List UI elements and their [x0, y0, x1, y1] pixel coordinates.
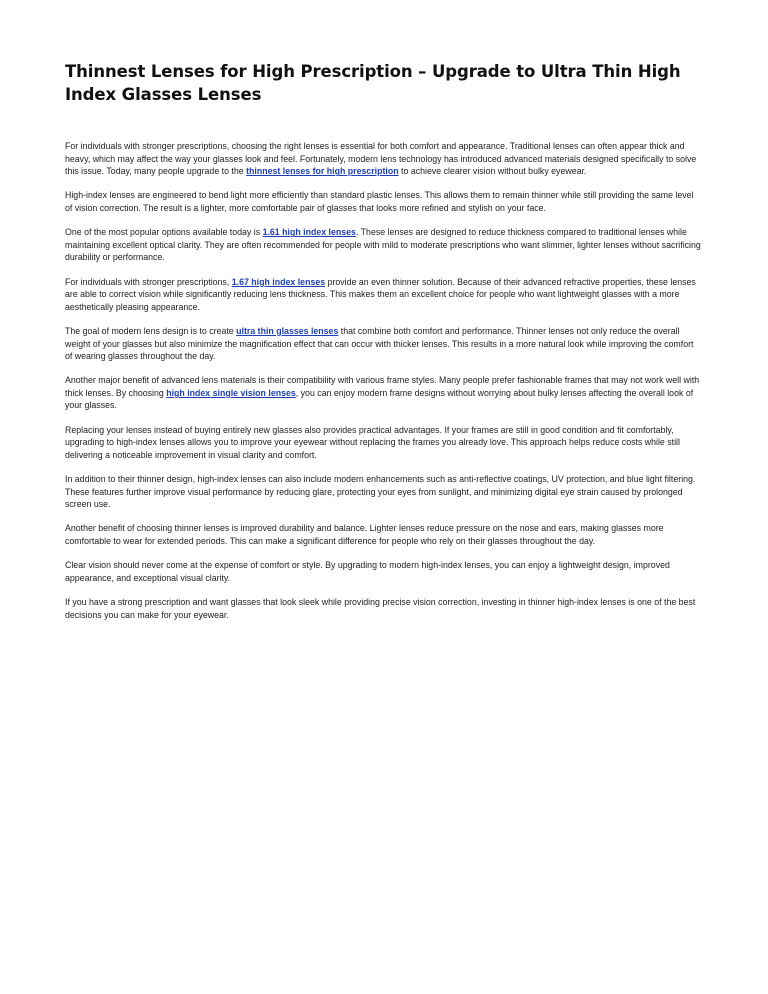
paragraph-9	[65, 522, 703, 547]
link-single-vision-lenses[interactable]: high index single vision lenses	[166, 387, 296, 398]
paragraph-text: Clear vision should never come at the expense of comfort or style. By upgrading to modern high-index lenses, you can enjoy a lightweight design, improved appearance, and exceptional visual clarity.	[65, 560, 670, 583]
paragraph-8	[65, 473, 703, 511]
paragraph-5	[65, 325, 703, 363]
paragraph-text: High-index lenses are engineered to bend light more efficiently than standard plastic lenses. This allows them to remain thinner while still providing the same level of vision correction. The result is a lighter, more comfortable pair of glasses that looks more refined and stylish on your face.	[65, 190, 694, 213]
link-161-high-index[interactable]: 1.61 high index lenses	[262, 227, 356, 238]
paragraph-text: , you can enjoy modern frame designs without worrying about bulky lenses affecting the overall look of your glasses.	[65, 387, 694, 411]
paragraph-text: Replacing your lenses instead of buying entirely new glasses also provides practical advantages. If your frames are still in good condition and fit comfortably, upgrading to high-index lenses allows you to improve your eyewear without replacing the frames you already love. This approach helps reduce costs while still delivering a noticeable improvement in visual clarity and comfort.	[65, 424, 680, 460]
paragraph-text: The goal of modern lens design is to create	[65, 325, 237, 336]
document-page	[65, 60, 703, 633]
page-title: Thinnest Lenses for High Prescription – Upgrade to Ultra Thin High Index Glasses Lenses	[65, 62, 681, 104]
paragraph-3	[65, 226, 703, 264]
paragraph-text: provide an even thinner solution. Because of their advanced refractive properties, these lenses are able to correct vision while significantly reducing lens thickness. This makes them an excellent choice for people who want lightweight glasses with a more aesthetically pleasing appearance.	[65, 276, 696, 312]
paragraph-text: For individuals with stronger prescriptions,	[65, 276, 232, 287]
link-167-high-index[interactable]: 1.67 high index lenses	[231, 276, 326, 287]
paragraph-text: that combine both comfort and performance. Thinner lenses not only reduce the overall weight of your glasses but also minimize the magnification effect that can occur with thicker lenses. This results in a more natural look while improving the comfort of wearing glasses throughout the day.	[65, 325, 694, 362]
paragraph-text: . These lenses are designed to reduce thickness compared to traditional lenses while maintaining excellent optical clarity. They are often recommended for people with mild to moderate prescriptions who want slimmer, lighter lenses without sacrificing durability or performance.	[65, 227, 701, 263]
paragraph-2	[65, 189, 703, 214]
paragraph-text: Another major benefit of advanced lens materials is their compatibility with various frame styles. Many people prefer fashionable frames that may not work well with thick lenses. By choosing	[65, 375, 700, 398]
paragraph-text: Another benefit of choosing thinner lenses is improved durability and balance. Lighter lenses reduce pressure on the nose and ears, making glasses more comfortable to wear for extended periods. This can make a significant difference for people who rely on their glasses throughout the day.	[65, 523, 664, 546]
link-thinnest-lenses[interactable]: thinnest lenses for high prescription	[246, 166, 399, 177]
paragraph-10	[65, 559, 703, 584]
paragraph-11	[65, 596, 703, 621]
paragraph-text: For individuals with stronger prescriptions, choosing the right lenses is essential for both comfort and appearance. Traditional lenses can often appear thick and heavy, which may affect the way your glasses look and feel. Fortunately, modern lens technology has introduced advanced materials designed specifically to solve this issue. Today, many people upgrade to the	[65, 141, 697, 177]
paragraph-text: One of the most popular options available today is	[65, 227, 263, 238]
paragraph-text: to achieve clearer vision without bulky eyewear.	[398, 166, 587, 177]
paragraph-7	[65, 424, 703, 462]
paragraph-4	[65, 276, 703, 314]
paragraph-6	[65, 374, 703, 412]
paragraph-text: In addition to their thinner design, high-index lenses can also include modern enhancements such as anti-reflective coatings, UV protection, and blue light filtering. These features further improve visual performance by reducing glare, protecting your eyes from sunlight, and minimizing digital eye strain caused by prolonged screen use.	[65, 474, 696, 510]
link-ultra-thin-lenses[interactable]: ultra thin glasses lenses	[236, 325, 339, 336]
paragraph-1	[65, 140, 703, 178]
paragraph-text: If you have a strong prescription and want glasses that look sleek while providing precise vision correction, investing in thinner high-index lenses is one of the best decisions you can make for your eyewear.	[65, 596, 696, 620]
